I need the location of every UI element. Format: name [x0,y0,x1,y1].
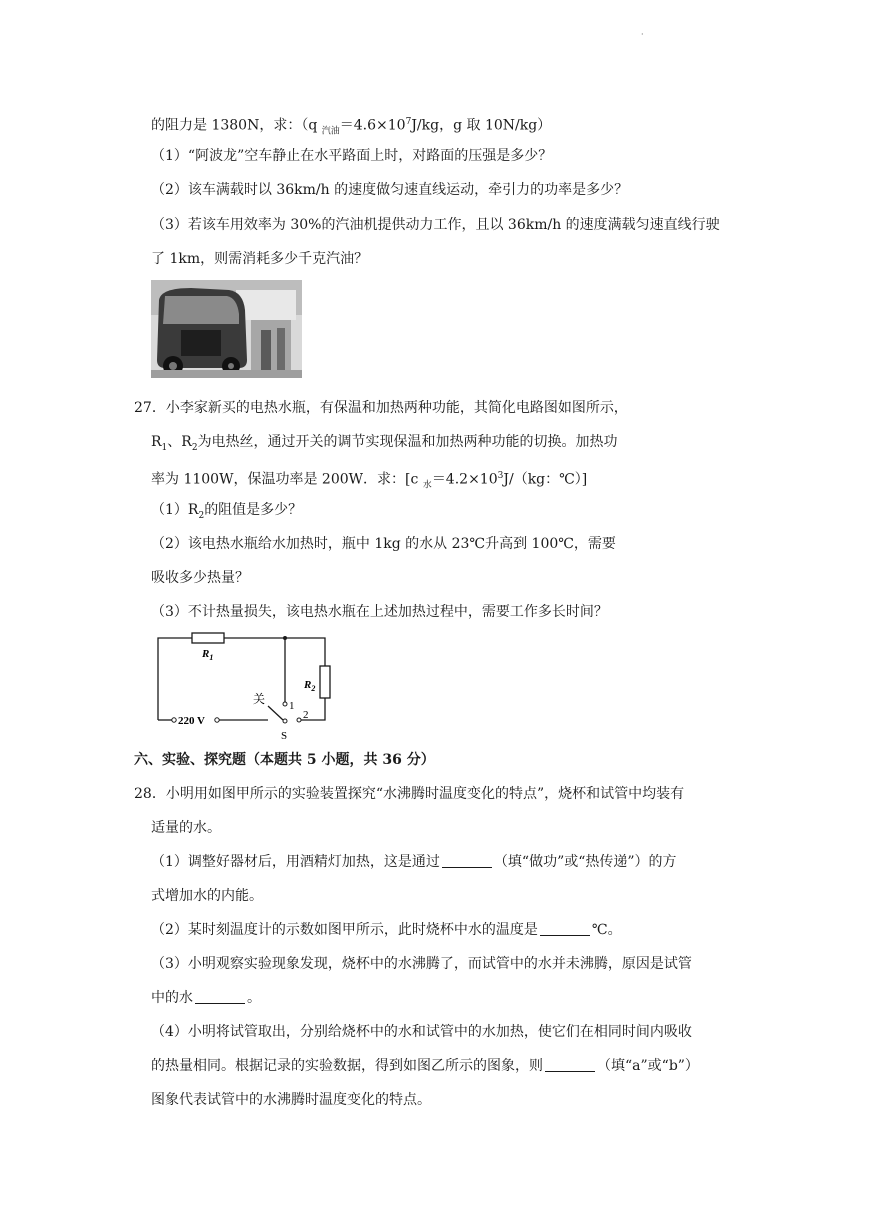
switch-off-label: 关 [253,692,266,706]
q27-part1: $(1)R_2$的阻值是多少？ [151,502,303,521]
q28-part4-line3: 图象代表试管中的水沸腾时温度变化的特点。 [151,1092,431,1108]
q28-part2: （2）某时刻温度计的示数如图甲所示，此时烧杯中水的温度是 ℃。 [151,922,622,938]
q27-part2-line1: （2）该电热水瓶给水加热时，瓶中 1kg 的水从 23℃升高到 100℃，需要 [151,536,616,552]
vehicle-photo [151,280,302,378]
q27-line2: $R_1$、$R_2$为电热丝，通过开关的调节实现保温和加热两种功能的切换。加热功 [151,434,618,453]
answer-blank-3[interactable] [195,989,245,1004]
q27-line1: 27．小李家新买的电热水瓶，有保温和加热两种功能，其简化电路图如图所示， [134,400,628,416]
q28-part4-line1: （4）小明将试管取出，分别给烧杯中的水和试管中的水加热，使它们在相同时间内吸收 [151,1024,692,1040]
q27-part2-line2: 吸收多少热量？ [151,570,249,586]
page-dot: · [641,30,644,39]
voltage-label: 220 V [178,715,205,727]
q27-line3: 率为 1100W，保温功率是 200W．求：[c $_水=4.2\times 10^3J/(kg$：℃）] [151,471,588,491]
q28-part3-line2: 中的水 。 [151,990,261,1006]
switch-pos2-label: 2 [303,709,309,721]
q26-part2: （2）该车满载时以 36km/h 的速度做匀速直线运动，牵引力的功率是多少？ [151,182,629,198]
switch-s-label: S [281,730,288,742]
q28-part1-line1: （1）调整好器材后，用酒精灯加热，这是通过 （填“做功”或“热传递”）的方 [151,854,677,870]
q26-part1: （1）“阿波龙”空车静止在水平路面上时，对路面的压强是多少？ [151,148,553,164]
circuit-diagram [150,630,335,745]
section6-heading: 六、实验、探究题（本题共 5 小题，共 36 分） [134,752,435,768]
q28-line2: 适量的水。 [151,820,221,836]
resistor-r2 [320,666,330,698]
q26-part3-line2: 了 1km，则需消耗多少千克汽油？ [151,251,369,267]
q26-part3-line1: （3）若该车用效率为 30%的汽油机提供动力工作，且以 36km/h 的速度满载匀速直线行驶 [151,217,720,233]
r1-label: $R_1$ [202,648,214,662]
answer-blank-4[interactable] [545,1057,595,1072]
q28-part4-line2: 的热量相同。根据记录的实验数据，得到如图乙所示的图象，则 （填“a”或“b”） [151,1058,699,1074]
switch-pos1-label: 1 [289,700,295,712]
q26-intro: 的阻力是 1380N，求：（q $_{汽油}=4.6\times 10^7J/kg$，g 取 10N/kg） [151,117,552,137]
q28-line1: 28．小明用如图甲所示的实验装置探究“水沸腾时温度变化的特点”，烧杯和试管中均装有 [134,786,685,802]
answer-blank-1[interactable] [442,853,492,868]
answer-blank-2[interactable] [540,921,590,936]
q28-part1-line2: 式增加水的内能。 [151,888,263,904]
q27-part3: （3）不计热量损失，该电热水瓶在上述加热过程中，需要工作多长时间？ [151,604,608,620]
resistor-r1 [192,633,224,643]
r2-label: $R_2$ [304,679,316,693]
q28-part3-line1: （3）小明观察实验现象发现，烧杯中的水沸腾了，而试管中的水并未沸腾，原因是试管 [151,956,692,972]
